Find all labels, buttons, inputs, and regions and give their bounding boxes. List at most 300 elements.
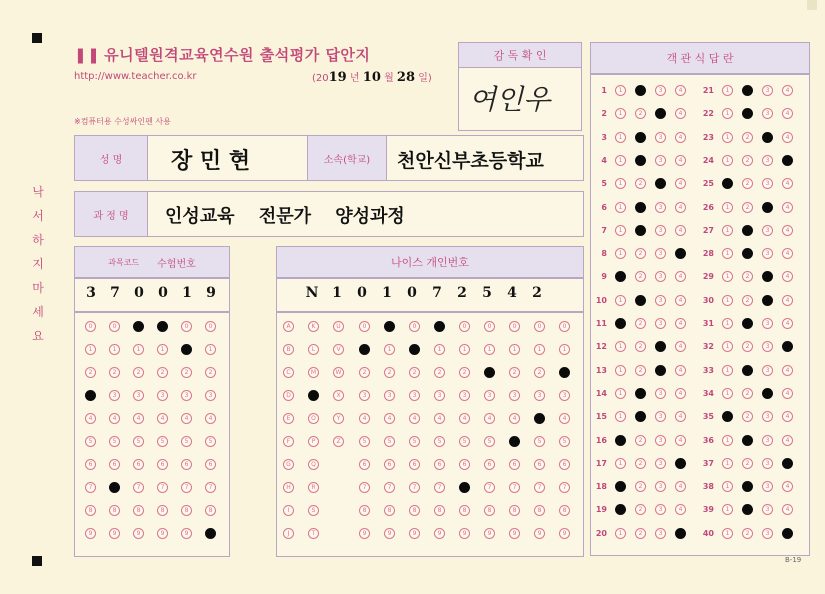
answer-bubble[interactable]: 4 [675, 504, 686, 515]
neis-letter-bubble[interactable]: Y [333, 413, 344, 424]
neis-digit-bubble[interactable]: 9 [534, 528, 545, 539]
exam-bubble[interactable]: 2 [133, 367, 144, 378]
answer-bubble[interactable]: 1 [615, 178, 626, 189]
neis-digit-bubble[interactable]: 2 [534, 367, 545, 378]
exam-bubble[interactable]: 7 [181, 482, 192, 493]
neis-digit-bubble[interactable]: 3 [359, 390, 370, 401]
exam-bubble[interactable]: 9 [205, 528, 216, 539]
exam-bubble[interactable]: 6 [157, 459, 168, 470]
neis-letter-bubble[interactable]: J [283, 528, 294, 539]
neis-digit-bubble[interactable]: 3 [534, 390, 545, 401]
neis-letter-bubble[interactable]: U [333, 321, 344, 332]
neis-letter-bubble[interactable]: M [308, 367, 319, 378]
neis-digit-bubble[interactable]: 7 [534, 482, 545, 493]
answer-bubble[interactable]: 3 [762, 132, 773, 143]
neis-digit-bubble[interactable]: 4 [559, 413, 570, 424]
exam-bubble[interactable]: 3 [205, 390, 216, 401]
neis-digit-bubble[interactable]: 3 [409, 390, 420, 401]
answer-bubble[interactable]: 1 [615, 435, 626, 446]
answer-bubble[interactable]: 4 [782, 411, 793, 422]
exam-bubble[interactable]: 5 [133, 436, 144, 447]
answer-bubble[interactable]: 4 [675, 271, 686, 282]
answer-bubble[interactable]: 1 [722, 132, 733, 143]
answer-bubble[interactable]: 2 [742, 248, 753, 259]
exam-bubble[interactable]: 8 [157, 505, 168, 516]
answer-bubble[interactable]: 4 [675, 365, 686, 376]
answer-bubble[interactable]: 4 [675, 411, 686, 422]
neis-digit-bubble[interactable]: 8 [434, 505, 445, 516]
answer-bubble[interactable]: 4 [782, 435, 793, 446]
answer-bubble[interactable]: 4 [782, 481, 793, 492]
answer-bubble[interactable]: 1 [722, 435, 733, 446]
answer-bubble[interactable]: 4 [782, 225, 793, 236]
answer-bubble[interactable]: 1 [722, 155, 733, 166]
exam-bubble[interactable]: 2 [205, 367, 216, 378]
neis-digit-bubble[interactable]: 1 [359, 344, 370, 355]
neis-digit-bubble[interactable]: 2 [359, 367, 370, 378]
neis-digit-bubble[interactable]: 8 [409, 505, 420, 516]
answer-bubble[interactable]: 2 [742, 155, 753, 166]
answer-bubble[interactable]: 2 [635, 108, 646, 119]
neis-digit-bubble[interactable]: 5 [534, 436, 545, 447]
answer-bubble[interactable]: 2 [635, 504, 646, 515]
exam-bubble[interactable]: 5 [157, 436, 168, 447]
answer-bubble[interactable]: 3 [655, 458, 666, 469]
neis-digit-bubble[interactable]: 4 [384, 413, 395, 424]
neis-letter-bubble[interactable]: L [308, 344, 319, 355]
answer-bubble[interactable]: 1 [615, 528, 626, 539]
answer-bubble[interactable]: 2 [635, 318, 646, 329]
answer-bubble[interactable]: 3 [655, 271, 666, 282]
answer-bubble[interactable]: 1 [722, 295, 733, 306]
answer-bubble[interactable]: 1 [722, 341, 733, 352]
answer-bubble[interactable]: 2 [742, 318, 753, 329]
answer-bubble[interactable]: 2 [635, 365, 646, 376]
exam-bubble[interactable]: 4 [205, 413, 216, 424]
answer-bubble[interactable]: 3 [762, 411, 773, 422]
neis-letter-bubble[interactable]: A [283, 321, 294, 332]
answer-bubble[interactable]: 3 [762, 458, 773, 469]
neis-digit-bubble[interactable]: 2 [559, 367, 570, 378]
answer-bubble[interactable]: 3 [655, 85, 666, 96]
answer-bubble[interactable]: 3 [655, 248, 666, 259]
neis-digit-bubble[interactable]: 6 [384, 459, 395, 470]
answer-bubble[interactable]: 1 [615, 411, 626, 422]
supervisor-signature-box[interactable] [458, 67, 582, 131]
neis-digit-bubble[interactable]: 8 [559, 505, 570, 516]
neis-letter-bubble[interactable]: X [333, 390, 344, 401]
exam-bubble[interactable]: 6 [205, 459, 216, 470]
answer-bubble[interactable]: 4 [675, 318, 686, 329]
exam-bubble[interactable]: 7 [157, 482, 168, 493]
answer-bubble[interactable]: 4 [782, 108, 793, 119]
answer-bubble[interactable]: 1 [615, 271, 626, 282]
answer-bubble[interactable]: 1 [722, 248, 733, 259]
exam-bubble[interactable]: 4 [181, 413, 192, 424]
neis-letter-bubble[interactable]: H [283, 482, 294, 493]
neis-digit-bubble[interactable]: 1 [484, 344, 495, 355]
neis-letter-bubble[interactable]: Q [308, 459, 319, 470]
exam-bubble[interactable]: 1 [157, 344, 168, 355]
exam-bubble[interactable]: 6 [85, 459, 96, 470]
answer-bubble[interactable]: 1 [722, 388, 733, 399]
exam-bubble[interactable]: 2 [85, 367, 96, 378]
answer-bubble[interactable]: 1 [615, 458, 626, 469]
exam-bubble[interactable]: 3 [85, 390, 96, 401]
neis-digit-bubble[interactable]: 8 [384, 505, 395, 516]
answer-bubble[interactable]: 2 [742, 178, 753, 189]
exam-bubble[interactable]: 0 [85, 321, 96, 332]
neis-digit-bubble[interactable]: 2 [434, 367, 445, 378]
neis-letter-bubble[interactable]: W [333, 367, 344, 378]
answer-bubble[interactable]: 4 [782, 295, 793, 306]
neis-digit-bubble[interactable]: 9 [484, 528, 495, 539]
neis-digit-bubble[interactable]: 8 [459, 505, 470, 516]
answer-bubble[interactable]: 1 [615, 481, 626, 492]
answer-bubble[interactable]: 2 [742, 504, 753, 515]
neis-digit-bubble[interactable]: 0 [534, 321, 545, 332]
exam-bubble[interactable]: 0 [157, 321, 168, 332]
answer-bubble[interactable]: 4 [675, 341, 686, 352]
neis-digit-bubble[interactable]: 3 [384, 390, 395, 401]
answer-bubble[interactable]: 3 [762, 365, 773, 376]
answer-bubble[interactable]: 4 [675, 178, 686, 189]
neis-digit-bubble[interactable]: 9 [409, 528, 420, 539]
answer-bubble[interactable]: 3 [655, 295, 666, 306]
exam-bubble[interactable]: 8 [109, 505, 120, 516]
neis-digit-bubble[interactable]: 9 [434, 528, 445, 539]
neis-digit-bubble[interactable]: 1 [559, 344, 570, 355]
answer-bubble[interactable]: 1 [722, 178, 733, 189]
neis-digit-bubble[interactable]: 5 [559, 436, 570, 447]
answer-bubble[interactable]: 2 [635, 178, 646, 189]
answer-bubble[interactable]: 1 [722, 318, 733, 329]
exam-bubble[interactable]: 8 [85, 505, 96, 516]
answer-bubble[interactable]: 4 [675, 202, 686, 213]
answer-bubble[interactable]: 1 [722, 528, 733, 539]
answer-bubble[interactable]: 1 [615, 341, 626, 352]
exam-bubble[interactable]: 5 [85, 436, 96, 447]
answer-bubble[interactable]: 4 [675, 155, 686, 166]
answer-bubble[interactable]: 3 [655, 202, 666, 213]
neis-digit-bubble[interactable]: 6 [534, 459, 545, 470]
exam-bubble[interactable]: 6 [109, 459, 120, 470]
neis-letter-bubble[interactable]: N [308, 390, 319, 401]
exam-bubble[interactable]: 1 [181, 344, 192, 355]
answer-bubble[interactable]: 4 [782, 341, 793, 352]
answer-bubble[interactable]: 3 [762, 108, 773, 119]
neis-digit-bubble[interactable]: 0 [434, 321, 445, 332]
neis-letter-bubble[interactable]: Z [333, 436, 344, 447]
answer-bubble[interactable]: 3 [762, 202, 773, 213]
answer-bubble[interactable]: 2 [635, 528, 646, 539]
neis-digit-bubble[interactable]: 4 [434, 413, 445, 424]
answer-bubble[interactable]: 3 [655, 528, 666, 539]
answer-bubble[interactable]: 1 [615, 318, 626, 329]
answer-bubble[interactable]: 1 [722, 365, 733, 376]
answer-bubble[interactable]: 3 [762, 225, 773, 236]
answer-bubble[interactable]: 1 [615, 248, 626, 259]
answer-bubble[interactable]: 1 [615, 202, 626, 213]
exam-bubble[interactable]: 1 [133, 344, 144, 355]
answer-bubble[interactable]: 4 [675, 248, 686, 259]
answer-bubble[interactable]: 3 [655, 132, 666, 143]
answer-bubble[interactable]: 2 [635, 388, 646, 399]
neis-digit-bubble[interactable]: 5 [509, 436, 520, 447]
answer-bubble[interactable]: 1 [722, 481, 733, 492]
answer-bubble[interactable]: 2 [635, 458, 646, 469]
answer-bubble[interactable]: 4 [782, 365, 793, 376]
neis-digit-bubble[interactable]: 5 [484, 436, 495, 447]
answer-bubble[interactable]: 2 [742, 85, 753, 96]
neis-letter-bubble[interactable]: R [308, 482, 319, 493]
answer-bubble[interactable]: 4 [782, 504, 793, 515]
answer-bubble[interactable]: 4 [782, 85, 793, 96]
neis-digit-bubble[interactable]: 7 [484, 482, 495, 493]
answer-bubble[interactable]: 1 [722, 108, 733, 119]
neis-digit-bubble[interactable]: 4 [459, 413, 470, 424]
neis-digit-bubble[interactable]: 6 [434, 459, 445, 470]
answer-bubble[interactable]: 2 [635, 202, 646, 213]
answer-bubble[interactable]: 4 [782, 271, 793, 282]
answer-bubble[interactable]: 2 [742, 271, 753, 282]
answer-bubble[interactable]: 3 [762, 85, 773, 96]
neis-digit-bubble[interactable]: 7 [509, 482, 520, 493]
neis-digit-bubble[interactable]: 0 [484, 321, 495, 332]
exam-bubble[interactable]: 4 [85, 413, 96, 424]
answer-bubble[interactable]: 3 [762, 248, 773, 259]
answer-bubble[interactable]: 4 [675, 225, 686, 236]
neis-digit-bubble[interactable]: 7 [384, 482, 395, 493]
neis-digit-bubble[interactable]: 0 [409, 321, 420, 332]
neis-digit-bubble[interactable]: 9 [384, 528, 395, 539]
answer-bubble[interactable]: 1 [722, 411, 733, 422]
answer-bubble[interactable]: 4 [782, 155, 793, 166]
neis-digit-bubble[interactable]: 9 [459, 528, 470, 539]
answer-bubble[interactable]: 3 [655, 108, 666, 119]
answer-bubble[interactable]: 2 [742, 388, 753, 399]
neis-digit-bubble[interactable]: 5 [384, 436, 395, 447]
answer-bubble[interactable]: 4 [782, 248, 793, 259]
answer-bubble[interactable]: 1 [615, 132, 626, 143]
course-value[interactable]: 인성교육 전문가 양성과정 [165, 206, 405, 227]
answer-bubble[interactable]: 1 [722, 85, 733, 96]
exam-bubble[interactable]: 4 [109, 413, 120, 424]
answer-bubble[interactable]: 2 [635, 481, 646, 492]
neis-digit-bubble[interactable]: 1 [459, 344, 470, 355]
exam-bubble[interactable]: 9 [109, 528, 120, 539]
answer-bubble[interactable]: 1 [722, 271, 733, 282]
answer-bubble[interactable]: 3 [655, 481, 666, 492]
answer-bubble[interactable]: 4 [782, 318, 793, 329]
neis-digit-bubble[interactable]: 6 [484, 459, 495, 470]
answer-bubble[interactable]: 2 [742, 481, 753, 492]
neis-digit-bubble[interactable]: 7 [459, 482, 470, 493]
answer-bubble[interactable]: 3 [655, 411, 666, 422]
neis-letter-bubble[interactable]: B [283, 344, 294, 355]
answer-bubble[interactable]: 2 [635, 295, 646, 306]
neis-letter-bubble[interactable]: S [308, 505, 319, 516]
exam-bubble[interactable]: 8 [205, 505, 216, 516]
neis-digit-bubble[interactable]: 1 [434, 344, 445, 355]
neis-digit-bubble[interactable]: 3 [509, 390, 520, 401]
answer-bubble[interactable]: 1 [615, 365, 626, 376]
answer-bubble[interactable]: 4 [675, 295, 686, 306]
answer-bubble[interactable]: 4 [675, 85, 686, 96]
neis-digit-bubble[interactable]: 8 [534, 505, 545, 516]
answer-bubble[interactable]: 3 [762, 504, 773, 515]
neis-digit-bubble[interactable]: 3 [484, 390, 495, 401]
neis-digit-bubble[interactable]: 1 [384, 344, 395, 355]
answer-bubble[interactable]: 2 [742, 528, 753, 539]
neis-letter-bubble[interactable]: F [283, 436, 294, 447]
answer-bubble[interactable]: 2 [635, 155, 646, 166]
answer-bubble[interactable]: 2 [635, 341, 646, 352]
answer-bubble[interactable]: 4 [782, 388, 793, 399]
exam-bubble[interactable]: 5 [181, 436, 192, 447]
answer-bubble[interactable]: 2 [742, 341, 753, 352]
answer-bubble[interactable]: 2 [742, 458, 753, 469]
answer-bubble[interactable]: 3 [762, 341, 773, 352]
neis-letter-bubble[interactable]: C [283, 367, 294, 378]
answer-bubble[interactable]: 2 [635, 248, 646, 259]
answer-bubble[interactable]: 1 [615, 388, 626, 399]
answer-bubble[interactable]: 3 [762, 435, 773, 446]
neis-digit-bubble[interactable]: 2 [409, 367, 420, 378]
answer-bubble[interactable]: 3 [762, 178, 773, 189]
answer-bubble[interactable]: 2 [742, 435, 753, 446]
name-value[interactable]: 장 민 현 [171, 148, 251, 174]
exam-bubble[interactable]: 0 [181, 321, 192, 332]
exam-bubble[interactable]: 5 [109, 436, 120, 447]
answer-bubble[interactable]: 3 [762, 271, 773, 282]
exam-bubble[interactable]: 4 [157, 413, 168, 424]
answer-bubble[interactable]: 1 [722, 202, 733, 213]
neis-digit-bubble[interactable]: 0 [509, 321, 520, 332]
answer-bubble[interactable]: 2 [742, 132, 753, 143]
neis-letter-bubble[interactable]: E [283, 413, 294, 424]
exam-bubble[interactable]: 2 [157, 367, 168, 378]
exam-bubble[interactable]: 6 [133, 459, 144, 470]
neis-digit-bubble[interactable]: 5 [459, 436, 470, 447]
answer-bubble[interactable]: 2 [635, 411, 646, 422]
answer-bubble[interactable]: 1 [722, 225, 733, 236]
neis-letter-bubble[interactable]: G [283, 459, 294, 470]
answer-bubble[interactable]: 3 [762, 388, 773, 399]
neis-digit-bubble[interactable]: 4 [509, 413, 520, 424]
neis-digit-bubble[interactable]: 4 [409, 413, 420, 424]
answer-bubble[interactable]: 1 [615, 295, 626, 306]
neis-digit-bubble[interactable]: 4 [484, 413, 495, 424]
answer-bubble[interactable]: 3 [762, 318, 773, 329]
exam-bubble[interactable]: 2 [109, 367, 120, 378]
answer-bubble[interactable]: 4 [675, 481, 686, 492]
neis-digit-bubble[interactable]: 7 [434, 482, 445, 493]
neis-digit-bubble[interactable]: 7 [359, 482, 370, 493]
neis-digit-bubble[interactable]: 6 [509, 459, 520, 470]
neis-digit-bubble[interactable]: 1 [509, 344, 520, 355]
exam-bubble[interactable]: 1 [109, 344, 120, 355]
answer-bubble[interactable]: 2 [742, 365, 753, 376]
exam-bubble[interactable]: 7 [205, 482, 216, 493]
neis-digit-bubble[interactable]: 5 [434, 436, 445, 447]
neis-digit-bubble[interactable]: 9 [359, 528, 370, 539]
exam-bubble[interactable]: 9 [181, 528, 192, 539]
answer-bubble[interactable]: 2 [635, 225, 646, 236]
neis-digit-bubble[interactable]: 0 [559, 321, 570, 332]
answer-bubble[interactable]: 3 [762, 481, 773, 492]
answer-bubble[interactable]: 4 [782, 178, 793, 189]
answer-bubble[interactable]: 3 [655, 318, 666, 329]
affiliation-value[interactable]: 천안신부초등학교 [397, 150, 544, 172]
neis-digit-bubble[interactable]: 1 [409, 344, 420, 355]
answer-bubble[interactable]: 3 [655, 341, 666, 352]
neis-digit-bubble[interactable]: 8 [359, 505, 370, 516]
neis-digit-bubble[interactable]: 6 [559, 459, 570, 470]
neis-digit-bubble[interactable]: 0 [459, 321, 470, 332]
answer-bubble[interactable]: 2 [635, 435, 646, 446]
exam-bubble[interactable]: 5 [205, 436, 216, 447]
exam-bubble[interactable]: 1 [85, 344, 96, 355]
neis-letter-bubble[interactable]: V [333, 344, 344, 355]
answer-bubble[interactable]: 2 [742, 202, 753, 213]
neis-digit-bubble[interactable]: 6 [459, 459, 470, 470]
answer-bubble[interactable]: 4 [675, 458, 686, 469]
neis-letter-bubble[interactable]: O [308, 413, 319, 424]
answer-bubble[interactable]: 3 [655, 225, 666, 236]
neis-digit-bubble[interactable]: 2 [484, 367, 495, 378]
answer-bubble[interactable]: 1 [615, 504, 626, 515]
answer-bubble[interactable]: 2 [742, 295, 753, 306]
answer-bubble[interactable]: 4 [782, 458, 793, 469]
answer-bubble[interactable]: 4 [782, 528, 793, 539]
neis-digit-bubble[interactable]: 9 [509, 528, 520, 539]
answer-bubble[interactable]: 1 [722, 504, 733, 515]
answer-bubble[interactable]: 2 [635, 85, 646, 96]
neis-digit-bubble[interactable]: 4 [534, 413, 545, 424]
exam-bubble[interactable]: 7 [85, 482, 96, 493]
answer-bubble[interactable]: 4 [675, 388, 686, 399]
answer-bubble[interactable]: 3 [655, 178, 666, 189]
exam-number-handwritten[interactable] [74, 278, 230, 312]
neis-digit-bubble[interactable]: 2 [384, 367, 395, 378]
answer-bubble[interactable]: 3 [655, 155, 666, 166]
neis-digit-bubble[interactable]: 8 [484, 505, 495, 516]
neis-digit-bubble[interactable]: 3 [434, 390, 445, 401]
answer-bubble[interactable]: 3 [655, 504, 666, 515]
exam-bubble[interactable]: 9 [85, 528, 96, 539]
neis-digit-bubble[interactable]: 5 [359, 436, 370, 447]
answer-bubble[interactable]: 4 [675, 435, 686, 446]
answer-bubble[interactable]: 4 [675, 108, 686, 119]
answer-bubble[interactable]: 4 [675, 528, 686, 539]
exam-bubble[interactable]: 7 [109, 482, 120, 493]
answer-bubble[interactable]: 3 [655, 388, 666, 399]
neis-digit-bubble[interactable]: 6 [409, 459, 420, 470]
exam-bubble[interactable]: 3 [109, 390, 120, 401]
neis-letter-bubble[interactable]: D [283, 390, 294, 401]
exam-bubble[interactable]: 0 [205, 321, 216, 332]
answer-bubble[interactable]: 1 [722, 458, 733, 469]
exam-bubble[interactable]: 8 [181, 505, 192, 516]
neis-digit-bubble[interactable]: 2 [459, 367, 470, 378]
answer-bubble[interactable]: 1 [615, 85, 626, 96]
exam-bubble[interactable]: 9 [157, 528, 168, 539]
answer-bubble[interactable]: 3 [762, 295, 773, 306]
answer-bubble[interactable]: 2 [742, 411, 753, 422]
exam-bubble[interactable]: 8 [133, 505, 144, 516]
neis-digit-bubble[interactable]: 6 [359, 459, 370, 470]
